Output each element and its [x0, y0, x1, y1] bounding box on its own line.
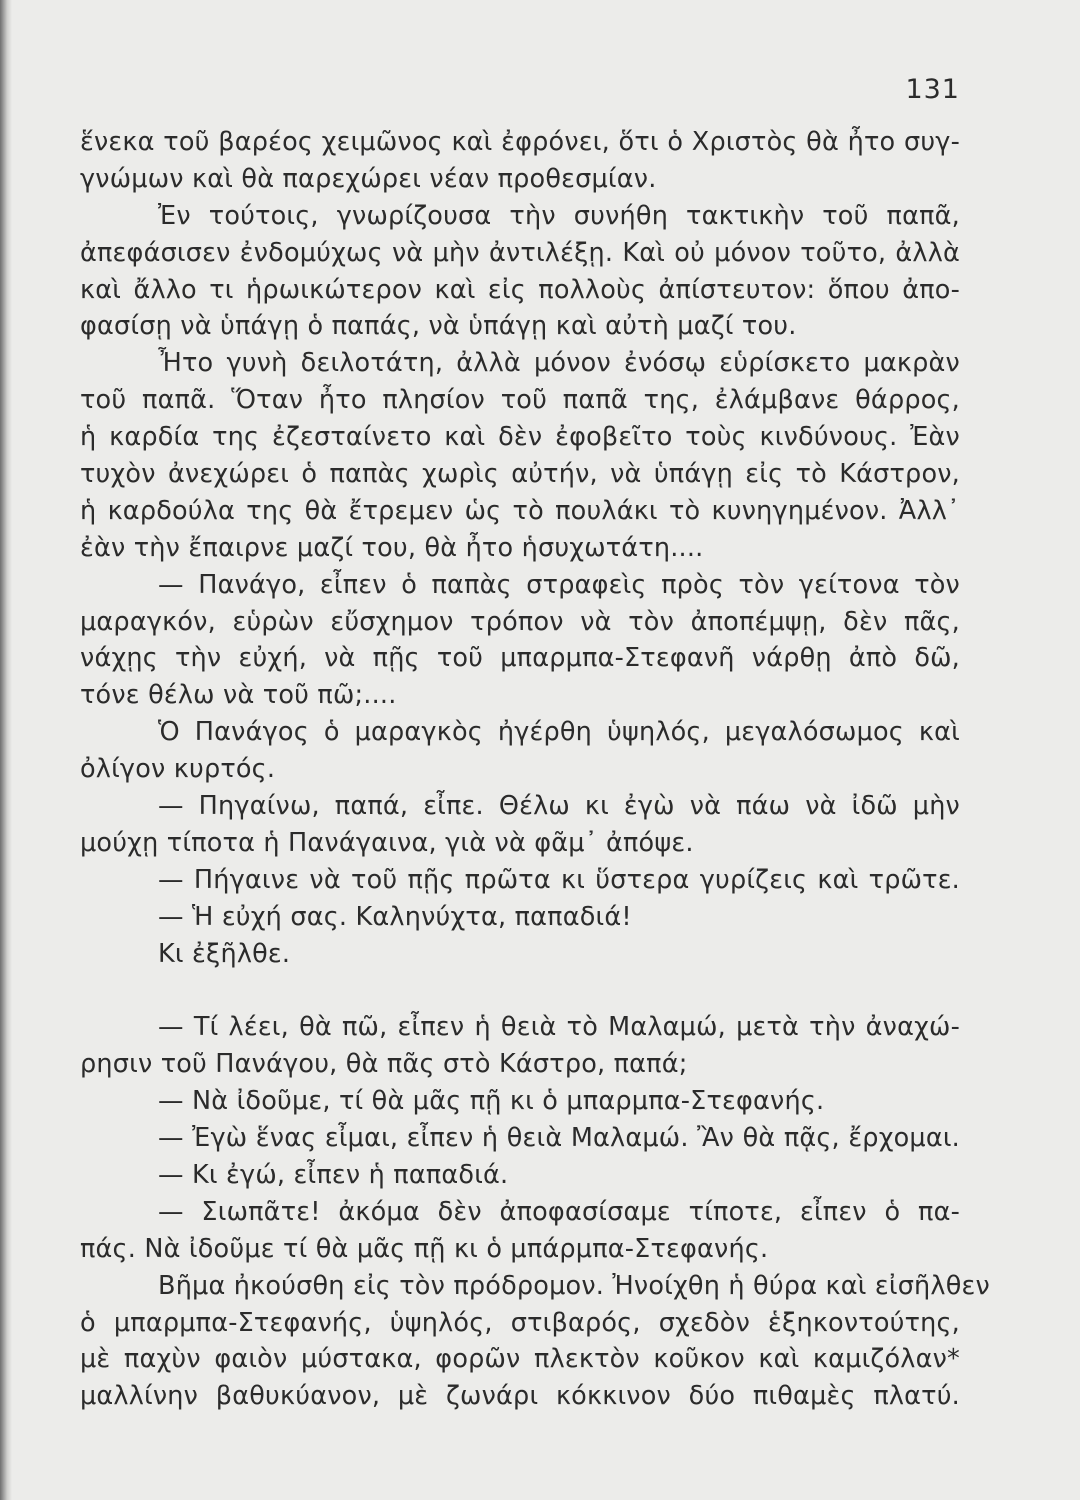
- text-line: ἕνεκα τοῦ βαρέος χειμῶνος καὶ ἐφρόνει, ὅτι ὁ Χριστὸς θὰ ἦτο συγ-: [80, 127, 960, 157]
- text-line: — Πανάγο, εἶπεν ὁ παπὰς στραφεὶς πρὸς τὸν γείτονα τὸν: [158, 569, 960, 600]
- text-line: — Κι ἐγώ, εἶπεν ἡ παπαδιά.: [158, 1159, 509, 1190]
- text-line: — Ἐγὼ ἕνας εἶμαι, εἶπεν ἡ θειὰ Μαλαμώ. Ἂν θὰ πᾷς, ἔρχομαι.: [158, 1123, 960, 1154]
- text-line: τόνε θέλω νὰ τοῦ πῶ;....: [80, 680, 397, 711]
- text-line: μαραγκόν, εὑρὼν εὔσχημον τρόπον νὰ τὸν ἀποπέμψῃ, δὲν πᾶς,: [80, 606, 960, 637]
- text-line: Βῆμα ἠκούσθη εἰς τὸν πρόδρομον. Ἠνοίχθη ἡ θύρα καὶ εἰσῆλθεν: [158, 1270, 990, 1301]
- text-line: ἀπεφάσισεν ἐνδομύχως νὰ μὴν ἀντιλέξῃ. Καὶ οὐ μόνον τοῦτο, ἀλλὰ: [80, 237, 960, 268]
- text-line: νάχῃς τὴν εὐχή, νὰ πῇς τοῦ μπαρμπα-Στεφανῆ νάρθῃ ἀπὸ δῶ,: [80, 643, 960, 674]
- text-line: μαλλίνην βαθυκύανον, μὲ ζωνάρι κόκκινον δύο πιθαμὲς πλατύ.: [80, 1381, 960, 1412]
- text-line: — Ἡ εὐχή σας. Καληνύχτα, παπαδιά!: [158, 901, 632, 932]
- text-line: — Τί λέει, θὰ πῶ, εἶπεν ἡ θειὰ τὸ Μαλαμώ, μετὰ τὴν ἀναχώ-: [158, 1012, 960, 1043]
- text-line: φασίσῃ νὰ ὑπάγῃ ὁ παπάς, νὰ ὑπάγῃ καὶ αὐτὴ μαζί του.: [80, 311, 797, 342]
- text-line: — Νὰ ἰδοῦμε, τί θὰ μᾶς πῇ κι ὁ μπαρμπα-Στεφανής.: [158, 1086, 825, 1117]
- text-line: γνώμων καὶ θὰ παρεχώρει νέαν προθεσμίαν.: [80, 163, 657, 194]
- text-line: ἡ καρδούλα της θὰ ἔτρεμεν ὡς τὸ πουλάκι τὸ κυνηγημένον. Ἀλλ᾽: [80, 495, 960, 526]
- body-text: [80, 124, 990, 1415]
- text-line: ὀλίγον κυρτός.: [80, 754, 276, 785]
- text-line: τυχὸν ἀνεχώρει ὁ παπὰς χωρὶς αὐτήν, νὰ ὑπάγῃ εἰς τὸ Κάστρον,: [80, 459, 960, 490]
- text-line: Κι ἐξῆλθε.: [158, 938, 291, 969]
- text-line: μούχῃ τίποτα ἡ Πανάγαινα, γιὰ νὰ φᾶμ᾽ ἀπόψε.: [80, 827, 694, 858]
- page-edge-shadow: [0, 0, 12, 1500]
- text-line: Ὁ Πανάγος ὁ μαραγκὸς ἠγέρθη ὑψηλός, μεγαλόσωμος καὶ: [158, 717, 960, 748]
- text-line: — Πηγαίνω, παπά, εἶπε. Θέλω κι ἐγὼ νὰ πάω νὰ ἰδῶ μὴν: [158, 791, 960, 822]
- text-line: ὁ μπαρμπα-Στεφανής, ὑψηλός, στιβαρός, σχεδὸν ἑξηκοντούτης,: [80, 1307, 960, 1338]
- text-line: πάς. Νὰ ἰδοῦμε τί θὰ μᾶς πῇ κι ὁ μπάρμπα-Στεφανής.: [80, 1233, 769, 1264]
- text-line: — Σιωπᾶτε! ἀκόμα δὲν ἀποφασίσαμε τίποτε, εἶπεν ὁ πα-: [158, 1196, 960, 1227]
- text-line: ρησιν τοῦ Πανάγου, θὰ πᾶς στὸ Κάστρο, παπά;: [80, 1049, 688, 1080]
- text-line: Ἦτο γυνὴ δειλοτάτη, ἀλλὰ μόνον ἐνόσῳ εὑρίσκετο μακρὰν: [158, 348, 960, 379]
- text-line: ἡ καρδία της ἐζεσταίνετο καὶ δὲν ἐφοβεῖτο τοὺς κινδύνους. Ἐὰν: [80, 422, 960, 453]
- text-line: — Πήγαινε νὰ τοῦ πῇς πρῶτα κι ὕστερα γυρίζεις καὶ τρῶτε.: [158, 864, 960, 895]
- text-line: μὲ παχὺν φαιὸν μύστακα, φορῶν πλεκτὸν κοῦκον καὶ καμιζόλαν*: [80, 1344, 960, 1375]
- section-break: [80, 972, 960, 1009]
- text-line: Ἐν τούτοις, γνωρίζουσα τὴν συνήθη τακτικὴν τοῦ παπᾶ,: [158, 200, 960, 231]
- text-line: τοῦ παπᾶ. Ὅταν ἦτο πλησίον τοῦ παπᾶ της, ἐλάμβανε θάρρος,: [80, 385, 960, 416]
- text-line: καὶ ἄλλο τι ἡρωικώτερον καὶ εἰς πολλοὺς ἀπίστευτον: ὅπου ἀπο-: [80, 274, 960, 305]
- text-line: ἐὰν τὴν ἔπαιρνε μαζί του, θὰ ἦτο ἡσυχωτάτη....: [80, 532, 704, 563]
- page-number: 131: [905, 74, 960, 105]
